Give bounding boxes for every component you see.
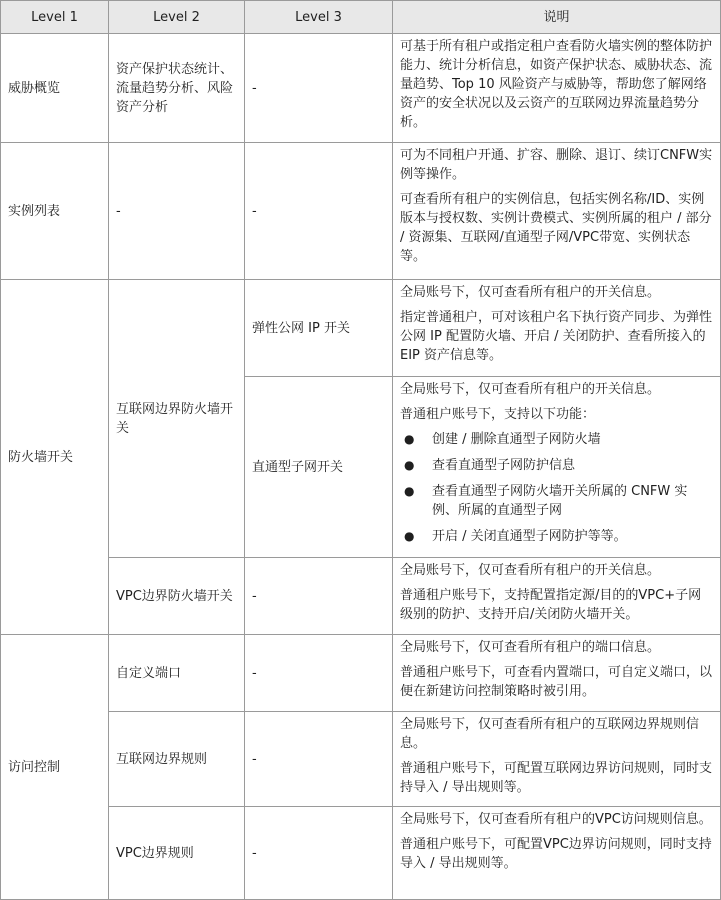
- description-text: 普通租户账号下，可配置VPC边界访问规则，同时支持导入 / 导出规则等。: [400, 837, 712, 871]
- description-text: 普通租户账号下，可查看内置端口，可自定义端口，以便在新建访问控制策略时被引用。: [400, 665, 713, 699]
- description-text: 全局账号下，仅可查看所有租户的VPC访问规则信息。: [400, 812, 712, 827]
- list-item: [400, 482, 713, 520]
- description-text: 全局账号下，仅可查看所有租户的开关信息。: [400, 563, 661, 578]
- level2-custom-port: 自定义端口: [109, 635, 245, 712]
- table-row: [1, 34, 721, 143]
- description-cell: [393, 558, 721, 635]
- description-cell: [393, 635, 721, 712]
- level3-cell: -: [245, 558, 393, 635]
- level3-eip-switch: 弹性公网 IP 开关: [245, 280, 393, 377]
- table-row: [1, 635, 721, 712]
- description-cell: [393, 377, 721, 558]
- list-item-text: 查看直通型子网防护信息: [432, 458, 576, 473]
- level3-cell: -: [245, 712, 393, 807]
- description-text: 普通租户账号下，可配置互联网边界访问规则，同时支持导入 / 导出规则等。: [400, 761, 713, 795]
- level2-cell: 资产保护状态统计、流量趋势分析、风险资产分析: [109, 34, 245, 143]
- table-header-row: [1, 1, 721, 34]
- description-cell: [393, 280, 721, 377]
- table-row: [1, 712, 721, 807]
- list-item: [400, 456, 713, 475]
- level2-internet-boundary-rules: 互联网边界规则: [109, 712, 245, 807]
- table-row: [1, 280, 721, 377]
- list-item: [400, 527, 713, 546]
- level1-threat-overview: 威胁概览: [1, 34, 109, 143]
- description-cell: [393, 807, 721, 900]
- level3-cell: -: [245, 34, 393, 143]
- feature-bullet-list: [400, 430, 713, 546]
- header-description: 说明: [393, 1, 721, 34]
- description-text: 普通租户账号下，支持配置指定源/目的的VPC+子网级别的防护、支持开启/关闭防火墙开关。: [400, 588, 702, 622]
- description-text: 全局账号下，仅可查看所有租户的端口信息。: [400, 640, 661, 655]
- bullet-icon: ●: [404, 458, 415, 472]
- table-row: [1, 143, 721, 280]
- level1-access-control: 访问控制: [1, 635, 109, 900]
- description-text: 普通租户账号下，支持以下功能：: [400, 407, 596, 422]
- description-text: 全局账号下，仅可查看所有租户的互联网边界规则信息。: [400, 717, 700, 751]
- level1-firewall-switch: 防火墙开关: [1, 280, 109, 635]
- bullet-icon: ●: [404, 432, 415, 446]
- level2-cell: -: [109, 143, 245, 280]
- level3-direct-subnet-switch: 直通型子网开关: [245, 377, 393, 558]
- description-text: 全局账号下，仅可查看所有租户的开关信息。: [400, 382, 661, 397]
- description-text: 全局账号下，仅可查看所有租户的开关信息。: [400, 285, 661, 300]
- level1-instance-list: 实例列表: [1, 143, 109, 280]
- list-item-text: 查看直通型子网防火墙开关所属的 CNFW 实例、所属的直通型子网: [432, 484, 688, 518]
- level2-internet-firewall-switch: 互联网边界防火墙开关: [109, 280, 245, 558]
- level2-vpc-boundary-rules: VPC边界规则: [109, 807, 245, 900]
- description-cell: [393, 34, 721, 143]
- level3-cell: -: [245, 807, 393, 900]
- header-level-1: Level 1: [1, 1, 109, 34]
- table-row: [1, 807, 721, 900]
- description-cell: [393, 143, 721, 280]
- level2-vpc-firewall-switch: VPC边界防火墙开关: [109, 558, 245, 635]
- header-level-2: Level 2: [109, 1, 245, 34]
- header-level-3: Level 3: [245, 1, 393, 34]
- list-item-text: 创建 / 删除直通型子网防火墙: [432, 432, 601, 447]
- description-cell: [393, 712, 721, 807]
- bullet-icon: ●: [404, 529, 415, 543]
- description-text: 指定普通租户，可对该租户名下执行资产同步、为弹性公网 IP 配置防火墙、开启 / 关闭防护、查看所接入的 EIP 资产信息等。: [400, 310, 713, 363]
- description-text: 可基于所有租户或指定租户查看防火墙实例的整体防护能力、统计分析信息，如资产保护状态、威胁状态、流量趋势、Top 10 风险资产与威胁等，帮助您了解网络资产的安全状况以及云资产的互联网边界流量趋势分析。: [400, 39, 713, 130]
- level3-cell: -: [245, 635, 393, 712]
- description-text: 可查看所有租户的实例信息，包括实例名称/ID、实例版本与授权数、实例计费模式、实例所属的租户 / 部分 / 资源集、互联网/直通型子网/VPC带宽、实例状态等。: [400, 192, 712, 264]
- list-item: [400, 430, 713, 449]
- list-item-text: 开启 / 关闭直通型子网防护等等。: [432, 529, 627, 544]
- bullet-icon: ●: [404, 484, 415, 498]
- level3-cell: -: [245, 143, 393, 280]
- table-row: [1, 558, 721, 635]
- description-text: 可为不同租户开通、扩容、删除、退订、续订CNFW实例等操作。: [400, 148, 713, 182]
